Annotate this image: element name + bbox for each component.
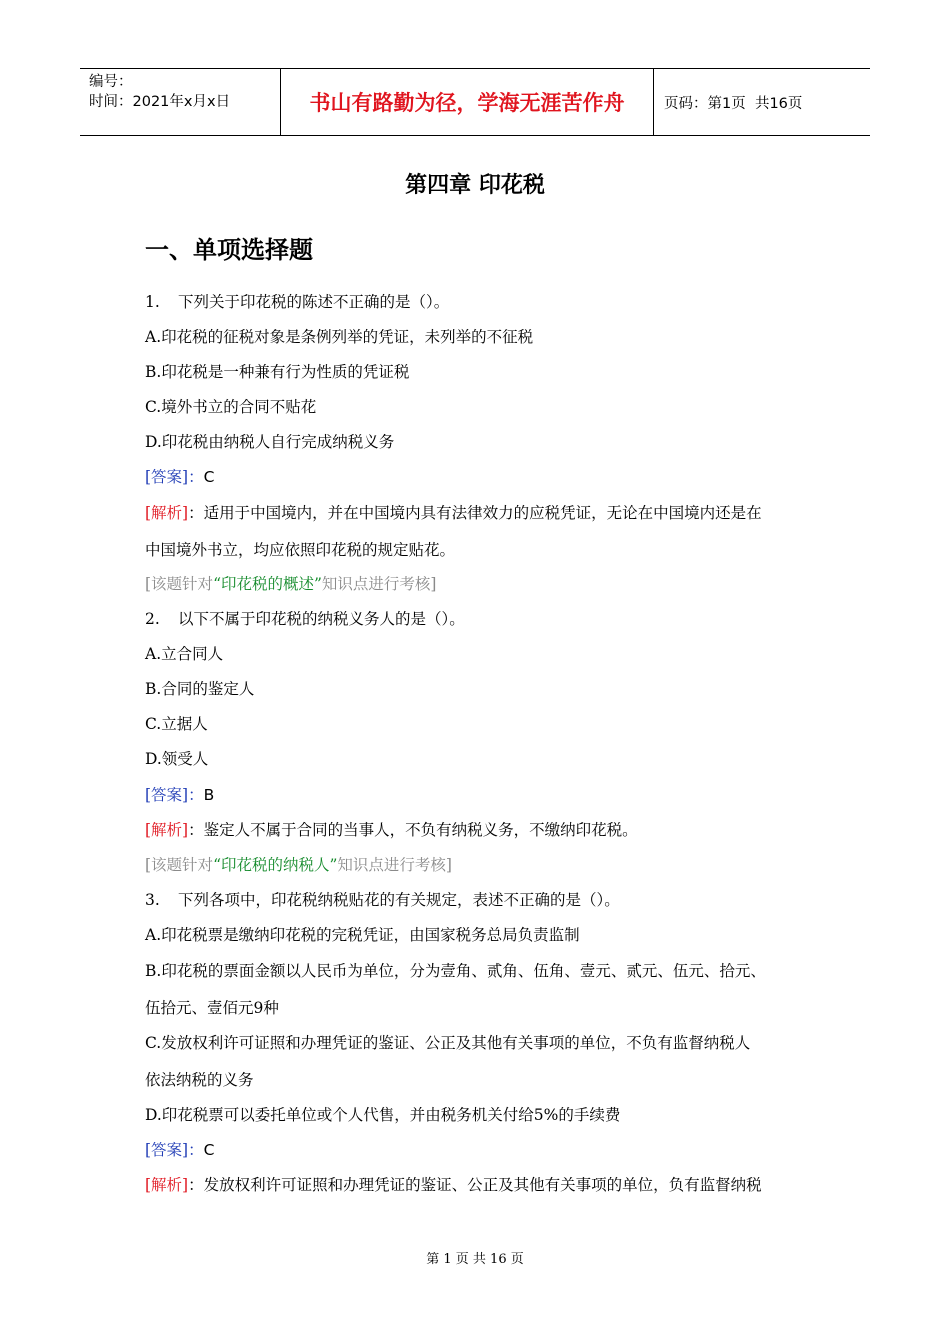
q3-option-a: A.印花税票是缴纳印花税的完税凭证，由国家税务总局负责监制: [145, 926, 580, 944]
q1-analysis: [145, 501, 825, 523]
question-2-stem: [145, 607, 825, 629]
note-topic: “印花税的纳税人”: [213, 856, 338, 874]
analysis-label: [解析]: [145, 1176, 189, 1194]
page-info-text: 页码：第1页 共16页: [664, 95, 803, 112]
question-number: 2.: [145, 610, 160, 628]
answer-label: [答案]: [145, 786, 189, 804]
q1-topic-note: [145, 572, 825, 594]
motto-text: 书山有路勤为径，学海无涯苦作舟: [309, 91, 625, 115]
header-meta: [80, 69, 281, 135]
q2-option-c: C.立据人: [145, 715, 208, 733]
q3-analysis: [145, 1173, 825, 1195]
answer-separator: ：: [188, 468, 204, 486]
note-suffix: 知识点进行考核]: [337, 856, 452, 874]
answer-value: C: [203, 1141, 215, 1159]
answer-value: C: [203, 468, 215, 486]
q2-analysis: [145, 818, 825, 840]
note-prefix: [该题针对: [145, 575, 214, 593]
question-number: 3.: [145, 891, 160, 909]
answer-separator: ：: [188, 1141, 204, 1159]
note-suffix: 知识点进行考核]: [321, 575, 437, 593]
q3-option-d: D.印花税票可以委托单位或个人代售，并由税务机关付给5%的手续费: [145, 1106, 621, 1124]
analysis-separator: ：: [188, 821, 204, 839]
q3-option-b-cont: 伍拾元、壹佰元9种: [145, 999, 279, 1017]
answer-separator: ：: [188, 786, 204, 804]
time-label: 时间：2021年x月x日: [89, 94, 231, 110]
q1-answer: [145, 465, 825, 487]
chapter-title: 第四章 印花税: [405, 172, 545, 198]
analysis-separator: ：: [188, 1176, 204, 1194]
page-footer: 第 1 页 共 16 页: [426, 1252, 524, 1267]
answer-label: [答案]: [145, 1141, 189, 1159]
answer-value: B: [203, 786, 215, 804]
analysis-label: [解析]: [145, 504, 189, 522]
q1-option-b: B.印花税是一种兼有行为性质的凭证税: [145, 363, 410, 381]
q2-answer: [145, 783, 825, 805]
q1-option-a: A.印花税的征税对象是条例列举的凭证，未列举的不征税: [145, 328, 534, 346]
analysis-text: 适用于中国境内，并在中国境内具有法律效力的应税凭证，无论在中国境内还是在: [203, 504, 762, 522]
question-text: 下列各项中，印花税纳税贴花的有关规定，表述不正确的是（）。: [178, 891, 620, 909]
analysis-separator: ：: [188, 504, 204, 522]
q2-topic-note: [145, 853, 825, 875]
note-topic: “印花税的概述”: [213, 575, 322, 593]
q2-option-b: B.合同的鉴定人: [145, 680, 255, 698]
analysis-text: 发放权利许可证照和办理凭证的鉴证、公正及其他有关事项的单位，负有监督纳税: [203, 1176, 762, 1194]
question-number: 1.: [145, 293, 160, 311]
section-title: 一、单项选择题: [145, 236, 313, 264]
q2-option-a: A.立合同人: [145, 645, 224, 663]
analysis-text: 鉴定人不属于合同的当事人，不负有纳税义务，不缴纳印花税。: [203, 821, 638, 839]
q1-analysis-cont: 中国境外书立，均应依照印花税的规定贴花。: [145, 541, 456, 559]
q3-option-c-cont: 依法纳税的义务: [145, 1071, 254, 1089]
question-text: 下列关于印花税的陈述不正确的是（）。: [178, 293, 450, 311]
q3-option-c: C.发放权利许可证照和办理凭证的鉴证、公正及其他有关事项的单位，不负有监督纳税人: [145, 1034, 751, 1052]
question-text: 以下不属于印花税的纳税义务人的是（）。: [178, 610, 465, 628]
answer-label: [答案]: [145, 468, 189, 486]
q3-option-b: B.印花税的票面金额以人民币为单位，分为壹角、贰角、伍角、壹元、贰元、伍元、拾元、: [145, 962, 766, 980]
header-page-info: [654, 69, 870, 135]
question-1-stem: [145, 290, 825, 312]
page-header: [80, 68, 870, 136]
q3-answer: [145, 1138, 825, 1160]
q1-option-c: C.境外书立的合同不贴花: [145, 398, 317, 416]
analysis-label: [解析]: [145, 821, 189, 839]
question-3-stem: [145, 888, 825, 910]
number-label: 编号：: [89, 74, 133, 90]
header-motto: [281, 69, 654, 135]
note-prefix: [该题针对: [145, 856, 214, 874]
q2-option-d: D.领受人: [145, 750, 209, 768]
q1-option-d: D.印花税由纳税人自行完成纳税义务: [145, 433, 395, 451]
